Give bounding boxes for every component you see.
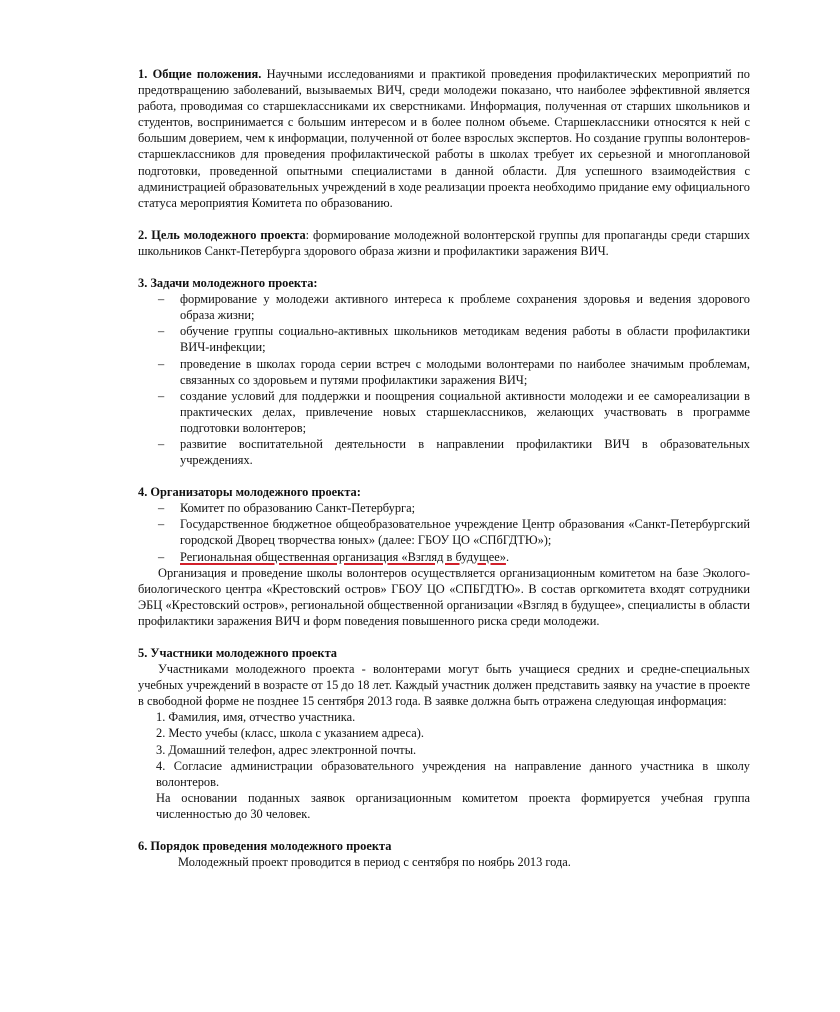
list-item: – создание условий для поддержки и поощрения социальной активности молодежи и ее самореализации в практических делах, привлечение новых старшеклассников, желающих участвовать в программе подготовки волонтеров; xyxy=(138,388,750,436)
underlined-organization-tail: . xyxy=(505,549,510,564)
list-item: – обучение группы социально-активных школьников методикам ведения работы в области профилактики ВИЧ-инфекции; xyxy=(138,323,750,355)
section-organizers-title: 4. Организаторы молодежного проекта: xyxy=(138,485,361,500)
section-goal-text: : формирование молодежной волонтерской группы для пропаганды среди старших школьников Санкт-Петербурга здорового образа жизни и профилактики заражения ВИЧ. xyxy=(138,227,750,258)
section-tasks-list xyxy=(138,291,750,468)
list-item: – развитие воспитательной деятельности в направлении профилактики ВИЧ в образовательных учреждениях. xyxy=(138,436,750,468)
section-procedure-title: 6. Порядок проведения молодежного проекта xyxy=(138,839,392,854)
list-item: – Государственное бюджетное общеобразовательное учреждение Центр образования «Санкт-Петербургский городской Дворец творчества юных» (далее: ГБОУ ЦО «СПбГДТЮ»); xyxy=(138,516,750,548)
list-item-underlined xyxy=(138,549,750,565)
list-item: – проведение в школах города серии встреч с молодыми волонтерами по наиболее значимым проблемам, связанных со здоровьем и путями профилактики заражения ВИЧ; xyxy=(138,356,750,388)
list-item: – Комитет по образованию Санкт-Петербурга; xyxy=(138,500,750,516)
section-organizers-text: Организация и проведение школы волонтеров осуществляется организационным комитетом на базе Эколого-биологического центра «Крестовский остров» ГБОУ ЦО «СПБГДТЮ». В состав оргкомитета входят сотрудники ЭБЦ «Крестовский остров», региональной общественной организации «Взгляд в будущее», специалисты в области профилактики заражения ВИЧ и форм поведения повышенного риска среди молодежи. xyxy=(138,565,750,628)
list-item: – формирование у молодежи активного интереса к проблеме сохранения здоровья и ведения здорового образа жизни; xyxy=(138,291,750,323)
document-page xyxy=(138,66,750,870)
section-participants-title: 5. Участники молодежного проекта xyxy=(138,646,337,660)
section-organizers-list xyxy=(138,500,750,564)
section-goal xyxy=(138,227,750,259)
numbered-item: 3. Домашний телефон, адрес электронной почты. xyxy=(156,742,417,757)
section-general-title: 1. Общие положения. xyxy=(138,67,262,81)
section-general-text: Научными исследованиями и практикой проведения профилактических мероприятий по предотвращению заболеваний, вызываемых ВИЧ, среди молодежи показано, что наиболее эффективной является работа, проводимая со старшеклассниками их сверстниками. Информация, полученная от старших школьников и студентов, воспринимается с большим интересом и в более полном объеме. Старшеклассники относятся к ней с большим доверием, чем к информации, полученной от более взрослых экспертов. Но создание группы волонтеров-старшеклассников для проведения профилактической работы в школах требует их серьезной и многоплановой подготовки, проведенной опытными специалистами в данной области. Для успешного взаимодействия с администрацией образовательных учреждений в ходе реализации проекта необходимо придание ему официального статуса мероприятия Комитета по образованию. xyxy=(138,67,750,210)
numbered-item: 2. Место учебы (класс, школа с указанием адреса). xyxy=(156,726,424,741)
numbered-item: 4. Согласие администрации образовательного учреждения на направление данного участника в школу волонтеров. xyxy=(156,758,750,789)
section-general xyxy=(138,66,750,211)
numbered-item: 1. Фамилия, имя, отчество участника. xyxy=(156,710,356,725)
underlined-organization: Региональная общественная организация «Взгляд в будущее» xyxy=(180,549,506,564)
section-tasks-title: 3. Задачи молодежного проекта: xyxy=(138,276,318,291)
section-goal-title: 2. Цель молодежного проекта xyxy=(138,227,306,242)
section-procedure-text: Молодежный проект проводится в период с сентября по ноябрь 2013 года. xyxy=(178,855,571,870)
section-participants-text: Участниками молодежного проекта - волонтерами могут быть учащиеся средних и средне-специальных учебных учреждений в возрасте от 15 до 18 лет. Каждый участник должен представить заявку на участие в проекте в свободной форме не позднее 15 сентября 2013 года. В заявке должна быть отражена следующая информация: xyxy=(138,662,750,709)
section-participants-closing: На основании поданных заявок организационным комитетом проекта формируется учебная группа численностью до 30 человек. xyxy=(156,790,750,821)
